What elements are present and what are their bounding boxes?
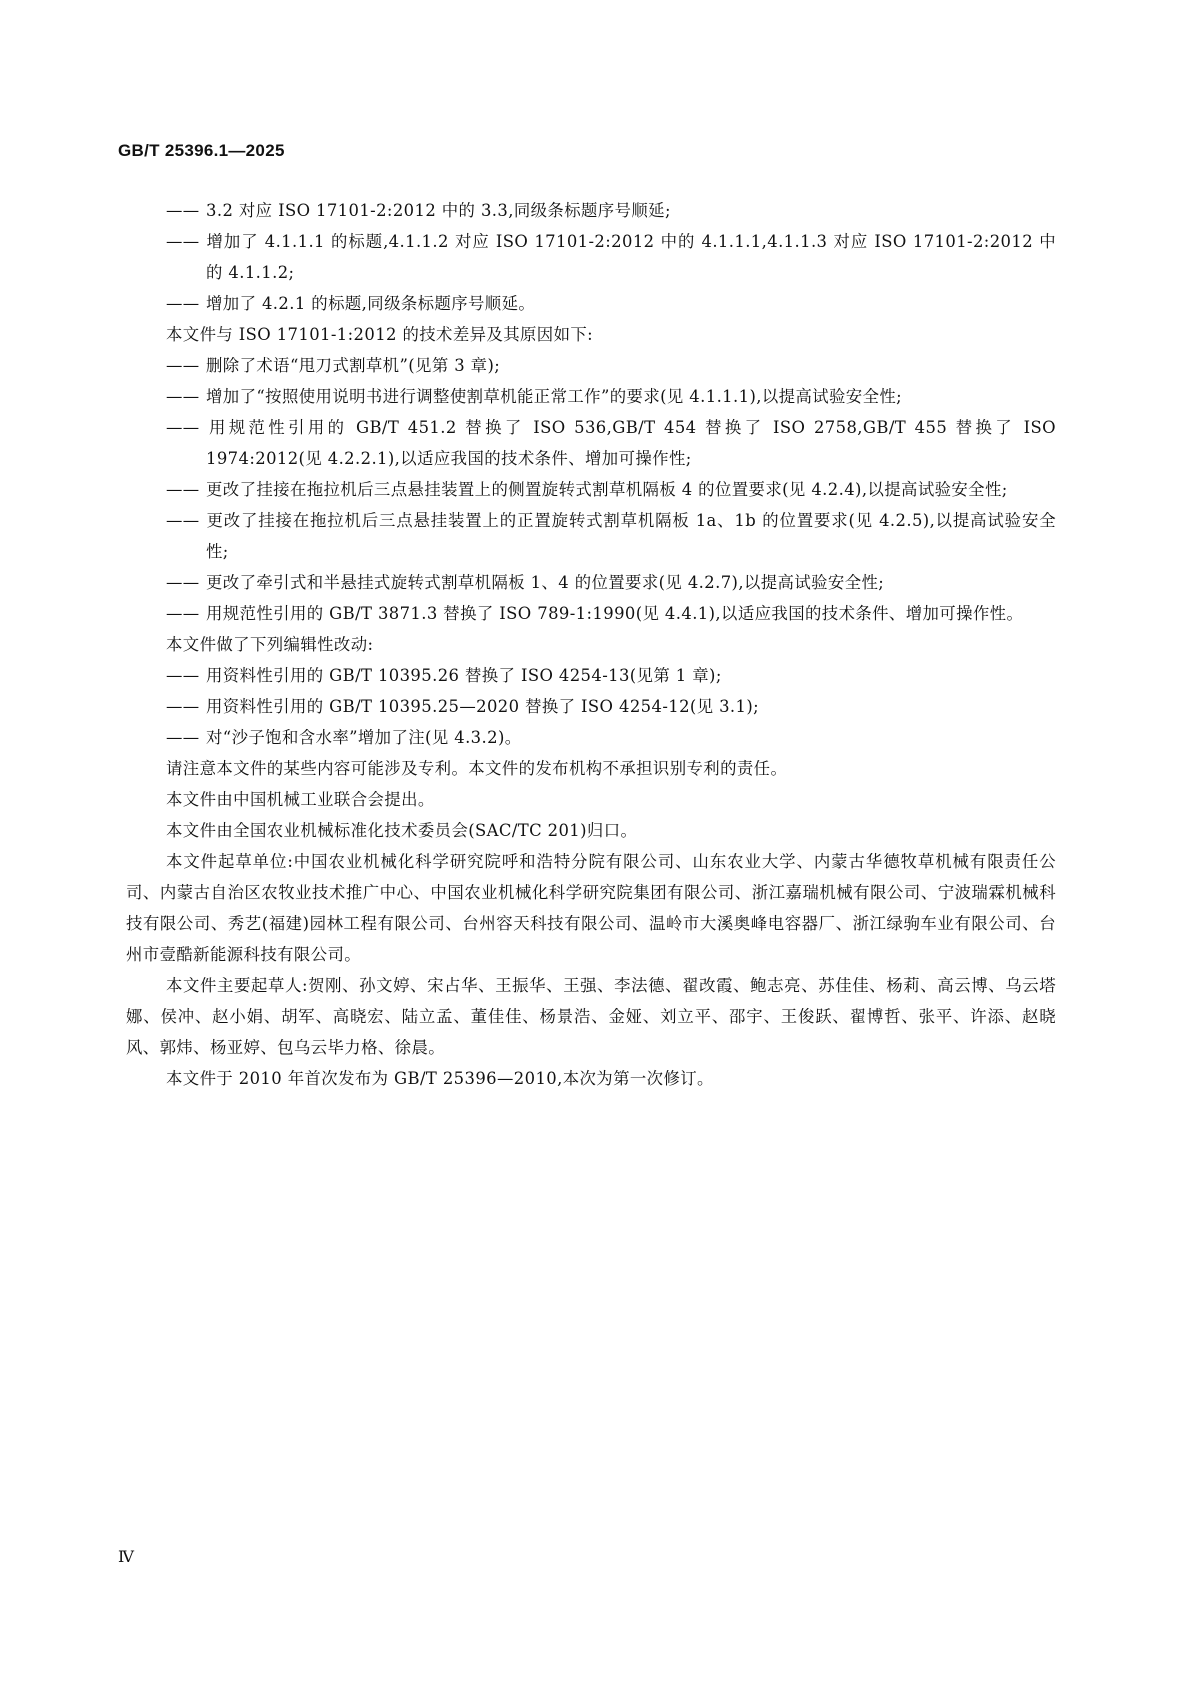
list-item: [166, 660, 1056, 691]
list-item-text: 3.2 对应 ISO 17101-2:2012 中的 3.3,同级条标题序号顺延;: [206, 201, 671, 220]
paragraph: 请注意本文件的某些内容可能涉及专利。本文件的发布机构不承担识别专利的责任。: [166, 759, 788, 778]
list-item: [166, 567, 1056, 598]
dash-mark: ——: [166, 480, 200, 499]
dash-mark: ——: [166, 356, 200, 375]
list-item: [166, 474, 1056, 505]
list-item-text: 用规范性引用的 GB/T 451.2 替换了 ISO 536,GB/T 454 替换了 ISO 2758,GB/T 455 替换了 ISO 1974:2012(见 4.2.2.1),以适应我国的技术条件、增加可操作性;: [206, 418, 1056, 468]
list-item-text: 用资料性引用的 GB/T 10395.26 替换了 ISO 4254-13(见第 1 章);: [206, 666, 722, 685]
list-item-text: 增加了 4.1.1.1 的标题,4.1.1.2 对应 ISO 17101-2:2012 中的 4.1.1.1,4.1.1.3 对应 ISO 17101-2:2012 中的 4.1.1.2;: [206, 232, 1056, 282]
list-item: [166, 226, 1056, 288]
dash-mark: ——: [166, 728, 200, 747]
dash-mark: ——: [166, 387, 200, 406]
dash-mark: ——: [166, 232, 200, 251]
dash-mark: ——: [166, 697, 200, 716]
list-item-text: 对“沙子饱和含水率”增加了注(见 4.3.2)。: [206, 728, 522, 747]
paragraph: 本文件于 2010 年首次发布为 GB/T 25396—2010,本次为第一次修订。: [166, 1069, 714, 1088]
paragraph: 本文件由全国农业机械标准化技术委员会(SAC/TC 201)归口。: [166, 821, 638, 840]
list-item-text: 更改了牵引式和半悬挂式旋转式割草机隔板 1、4 的位置要求(见 4.2.7),以提高试验安全性;: [206, 573, 885, 592]
paragraph: 本文件主要起草人:贺刚、孙文婷、宋占华、王振华、王强、李法德、翟改霞、鲍志亮、苏佳佳、杨莉、高云博、乌云塔娜、侯冲、赵小娟、胡军、高晓宏、陆立孟、董佳佳、杨景浩、金娅、刘立平、邵宇、王俊跃、翟博哲、张平、许添、赵晓风、郭炜、杨亚婷、包乌云毕力格、徐晨。: [126, 976, 1056, 1057]
list-item-text: 更改了挂接在拖拉机后三点悬挂装置上的侧置旋转式割草机隔板 4 的位置要求(见 4.2.4),以提高试验安全性;: [206, 480, 1008, 499]
list-item: [166, 505, 1056, 567]
list-item-text: 更改了挂接在拖拉机后三点悬挂装置上的正置旋转式割草机隔板 1a、1b 的位置要求(见 4.2.5),以提高试验安全性;: [206, 511, 1056, 561]
dash-mark: ——: [166, 573, 200, 592]
dash-mark: ——: [166, 604, 200, 623]
paragraph: 本文件做了下列编辑性改动:: [166, 635, 374, 654]
list-item: [166, 412, 1056, 474]
list-item-text: 增加了“按照使用说明书进行调整使割草机能正常工作”的要求(见 4.1.1.1),以提高试验安全性;: [206, 387, 903, 406]
page-number: Ⅳ: [118, 1547, 134, 1566]
list-item: [166, 691, 1056, 722]
list-item: [166, 722, 1056, 753]
list-item: [166, 350, 1056, 381]
document-body: [126, 195, 1056, 1094]
list-item-text: 删除了术语“甩刀式割草机”(见第 3 章);: [206, 356, 501, 375]
list-item: [166, 288, 1056, 319]
dash-mark: ——: [166, 511, 200, 530]
list-item: [166, 195, 1056, 226]
dash-mark: ——: [166, 201, 200, 220]
list-item-text: 增加了 4.2.1 的标题,同级条标题序号顺延。: [206, 294, 536, 313]
list-item-text: 用资料性引用的 GB/T 10395.25—2020 替换了 ISO 4254-12(见 3.1);: [206, 697, 760, 716]
list-item-text: 用规范性引用的 GB/T 3871.3 替换了 ISO 789-1:1990(见 4.4.1),以适应我国的技术条件、增加可操作性。: [206, 604, 1024, 623]
dash-mark: ——: [166, 294, 200, 313]
paragraph: 本文件起草单位:中国农业机械化科学研究院呼和浩特分院有限公司、山东农业大学、内蒙古华德牧草机械有限责任公司、内蒙古自治区农牧业技术推广中心、中国农业机械化科学研究院集团有限公司、浙江嘉瑞机械有限公司、宁波瑞霖机械科技有限公司、秀艺(福建)园林工程有限公司、台州容天科技有限公司、温岭市大溪奥峰电容器厂、浙江绿驹车业有限公司、台州市壹酷新能源科技有限公司。: [126, 852, 1056, 964]
list-item: [166, 381, 1056, 412]
document-id: GB/T 25396.1—2025: [118, 141, 285, 160]
dash-mark: ——: [166, 666, 200, 685]
paragraph: 本文件由中国机械工业联合会提出。: [166, 790, 435, 809]
list-item: [166, 598, 1056, 629]
dash-mark: ——: [166, 418, 200, 437]
paragraph: 本文件与 ISO 17101-1:2012 的技术差异及其原因如下:: [166, 325, 594, 344]
